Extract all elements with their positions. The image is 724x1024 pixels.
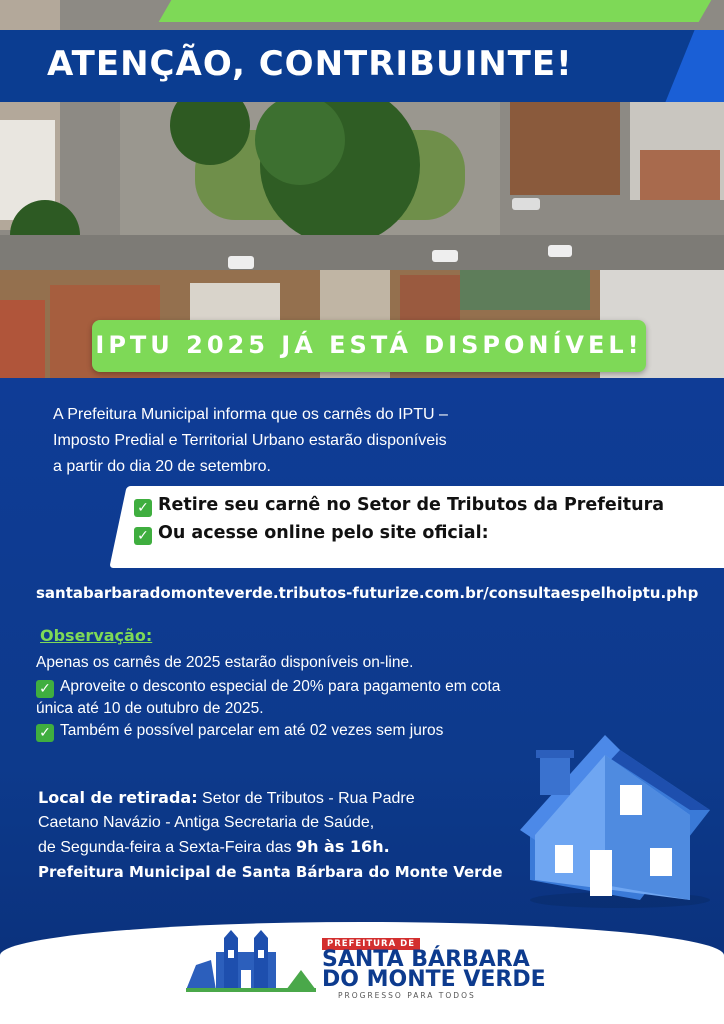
pickup-label: Local de retirada: <box>38 788 198 807</box>
page-title: ATENÇÃO, CONTRIBUINTE! <box>47 44 573 84</box>
observation-text: Aproveite o desconto especial de 20% para pagamento em cota <box>60 678 501 695</box>
website-link[interactable]: santabarbaradomonteverde.tributos-futurize.com.br/consultaespelhoiptu.php <box>36 584 699 602</box>
intro-line: Imposto Predial e Territorial Urbano estarão disponíveis <box>53 432 447 449</box>
intro-paragraph <box>53 402 553 480</box>
pickup-line <box>38 835 518 860</box>
church-logo-icon <box>186 930 316 992</box>
announcement-pill <box>92 320 646 372</box>
observation-title: Observação: <box>40 626 153 645</box>
check-mark-icon: ✓ <box>134 499 152 517</box>
intro-line: A Prefeitura Municipal informa que os carnês do IPTU – <box>53 406 448 423</box>
top-green-stripe <box>159 0 712 22</box>
logo-line-2: DO MONTE VERDE <box>322 967 546 992</box>
observation-item <box>36 678 500 698</box>
announcement-text: IPTU 2025 JÁ ESTÁ DISPONÍVEL! <box>95 331 643 359</box>
observation-text: Também é possível parcelar em até 02 vezes sem juros <box>60 722 444 739</box>
logo-line-1: SANTA BÁRBARA <box>322 947 530 972</box>
pickup-line: Caetano Navázio - Antiga Secretaria de Saúde, <box>38 814 375 831</box>
pickup-text: de Segunda-feira a Sexta-Feira das <box>38 839 296 856</box>
logo-tagline: PROGRESSO PARA TODOS <box>338 991 476 1000</box>
instruction-item-1 <box>134 495 664 517</box>
intro-line: a partir do dia 20 de setembro. <box>53 458 271 475</box>
check-mark-icon: ✓ <box>36 680 54 698</box>
observation-line: Apenas os carnês de 2025 estarão disponíveis on-line. <box>36 654 414 671</box>
pickup-location <box>38 786 518 884</box>
logo-prefix: PREFEITURA DE <box>322 938 420 950</box>
check-mark-icon: ✓ <box>134 527 152 545</box>
instruction-item-2 <box>134 523 489 545</box>
house-icon <box>510 730 710 910</box>
pickup-text: Setor de Tributos - Rua Padre <box>197 790 415 807</box>
observation-line: única até 10 de outubro de 2025. <box>36 700 264 717</box>
pickup-hours: 9h às 16h. <box>295 837 390 856</box>
instruction-text: Ou acesse online pelo site oficial: <box>158 523 489 543</box>
pickup-line: Prefeitura Municipal de Santa Bárbara do Monte Verde <box>38 863 503 881</box>
pickup-line <box>38 786 518 811</box>
instruction-text: Retire seu carnê no Setor de Tributos da Prefeitura <box>158 495 665 515</box>
check-mark-icon: ✓ <box>36 724 54 742</box>
observation-item <box>36 722 443 742</box>
